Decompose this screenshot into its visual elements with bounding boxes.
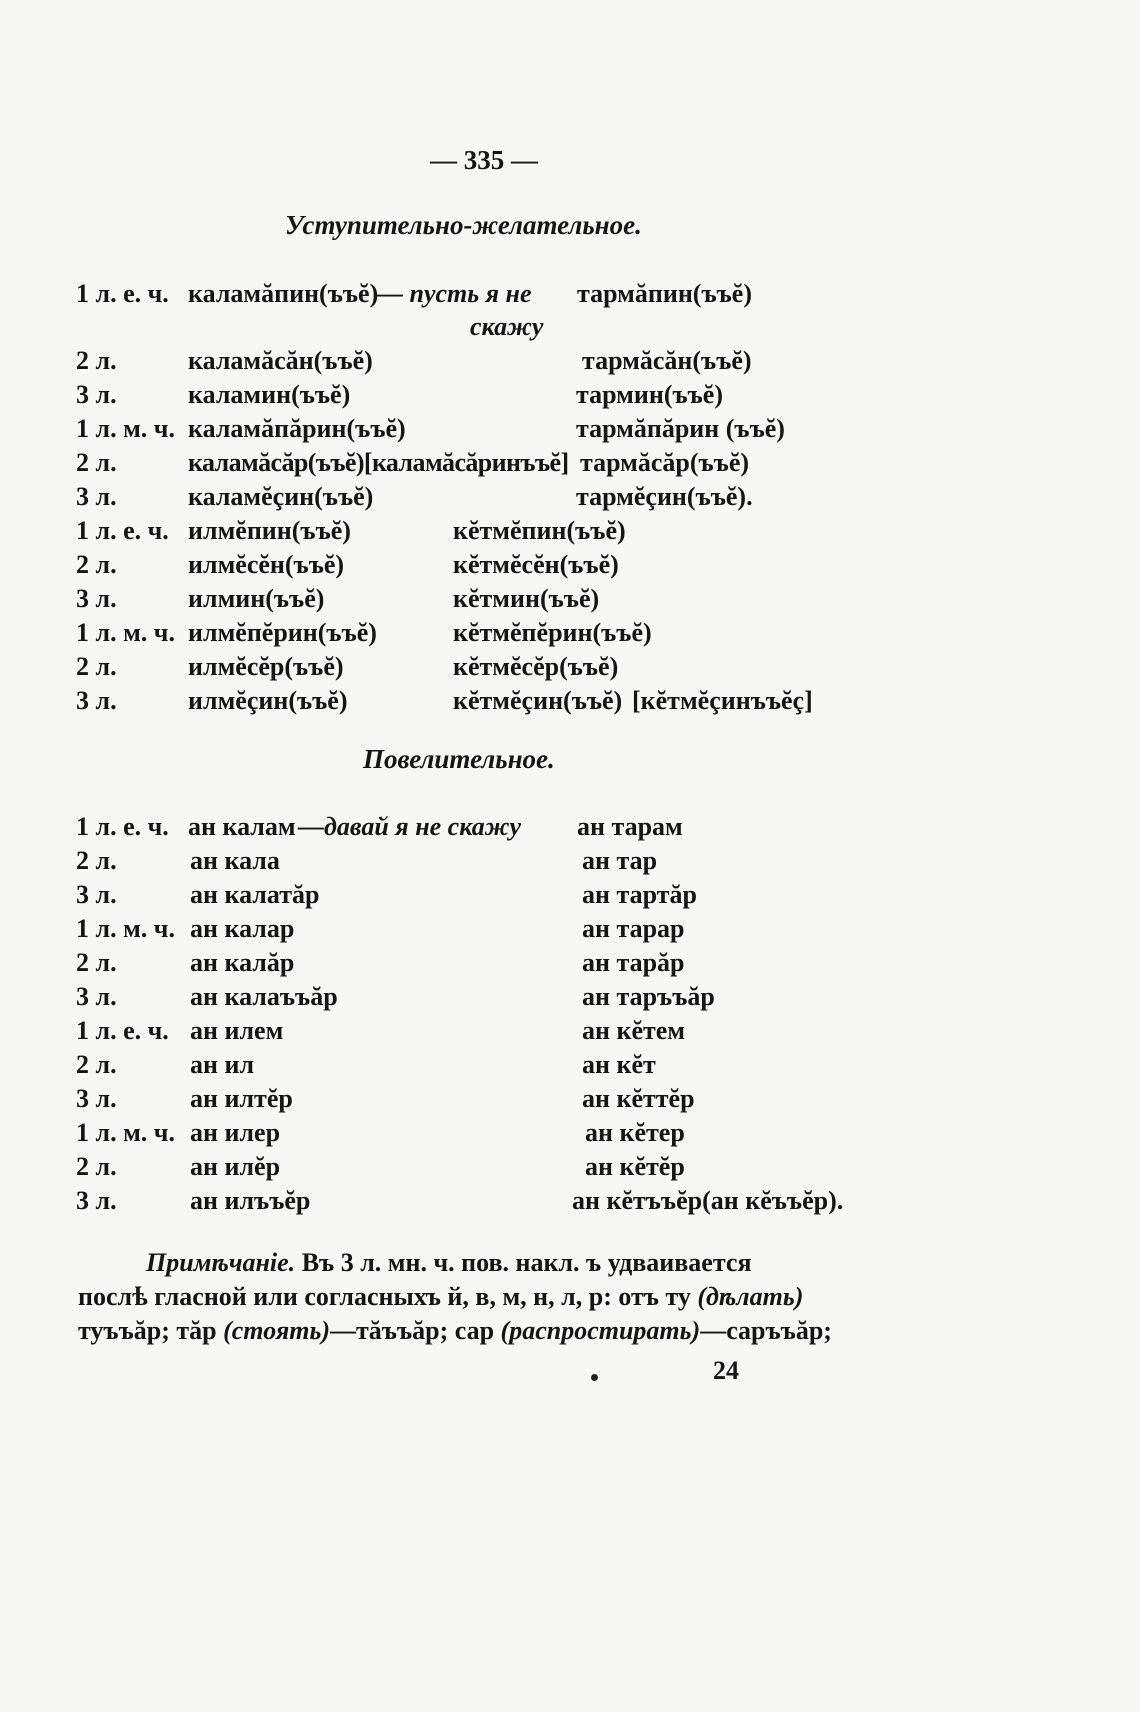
row-label: 1 л. м. ч. [76, 914, 175, 943]
form-ket: кĕтмĕсĕр(ъъĕ) [453, 652, 619, 681]
form-tar: ан тарăр [582, 948, 685, 977]
row-label: 3 л. [76, 982, 117, 1011]
row-label: 1 л. е. ч. [76, 1016, 169, 1045]
form-il: илмĕсĕн(ъъĕ) [188, 550, 345, 579]
note-text-2: послѣ гласной или согласныхъ й, в, м, н, л, р: отъ ту [78, 1282, 691, 1311]
form-il: илмĕсĕр(ъъĕ) [188, 652, 344, 681]
gloss-line-1: — пусть я не [377, 279, 532, 308]
row-label: 2 л. [76, 448, 117, 477]
row-label: 1 л. м. ч. [76, 414, 175, 443]
note-gloss-do: (дѣлать) [697, 1282, 804, 1311]
form-kala: ан калатăр [190, 880, 320, 909]
form-ket: ан кĕтъъĕр(ан кĕъъĕр). [572, 1186, 844, 1215]
form-il: ан илер [190, 1118, 281, 1147]
form-kala: каламăсăн(ъъĕ) [188, 346, 373, 375]
row-label: 2 л. [76, 948, 117, 977]
form-il: ан илъъĕр [190, 1186, 311, 1215]
form-kala: каламĕçин(ъъĕ) [188, 482, 374, 511]
form-kala: каламин(ъъĕ) [188, 380, 351, 409]
form-tar: ан тарам [577, 812, 683, 841]
row-label: 3 л. [76, 880, 117, 909]
form-il: илмĕçин(ъъĕ) [188, 686, 348, 715]
form-il: ан илем [190, 1016, 284, 1045]
form-ket-variant: [кĕтмĕçинъъĕç] [632, 686, 813, 715]
form-tar: ан тар [582, 846, 658, 875]
form-il: илмĕпин(ъъĕ) [188, 516, 351, 545]
form-ket: ан кĕттĕр [582, 1084, 695, 1113]
signature-number: 24 [713, 1356, 739, 1385]
row-label: 1 л. е. ч. [76, 516, 169, 545]
form-ket: ан кĕтĕр [585, 1152, 685, 1181]
row-label: 2 л. [76, 550, 117, 579]
row-label: 1 л. м. ч. [76, 1118, 175, 1147]
row-label: 1 л. м. ч. [76, 618, 175, 647]
form-tar: тармăпин(ъъĕ) [577, 279, 752, 308]
page-number: — 335 — [430, 145, 538, 175]
form-tar: тармăсăн(ъъĕ) [582, 346, 752, 375]
note-gloss-stand: (стоять) [223, 1316, 331, 1345]
form-tar: ан тарар [582, 914, 685, 943]
form-kala: каламăпăрин(ъъĕ) [188, 414, 406, 443]
form-tar: ан таръъăр [582, 982, 715, 1011]
form-il: ан ил [190, 1050, 255, 1079]
form-kala: ан калаъъăр [190, 982, 338, 1011]
row-label: 1 л. е. ч. [76, 279, 169, 308]
note-line-3 [78, 1318, 832, 1344]
note-line-2 [78, 1284, 803, 1310]
form-kala: ан калăр [190, 948, 295, 977]
gloss-line-2: скажу [470, 312, 544, 341]
form-ket: кĕтмин(ъъĕ) [453, 584, 600, 613]
form-kala: ан кала [190, 846, 280, 875]
form-kala: ан калам [188, 812, 296, 841]
form-tar: тармĕçин(ъъĕ). [576, 482, 753, 511]
note-text-3c: —саръъăр; [700, 1316, 832, 1345]
row-label: 3 л. [76, 482, 117, 511]
row-label: 2 л. [76, 1050, 117, 1079]
gloss: —давай я не скажу [298, 812, 522, 841]
section-heading-concessive: Уступительно-желательное. [285, 210, 642, 240]
form-ket: ан кĕтер [585, 1118, 685, 1147]
print-mark [591, 1374, 598, 1381]
form-ket: ан кĕтем [582, 1016, 686, 1045]
form-ket: кĕтмĕпĕрин(ъъĕ) [453, 618, 652, 647]
note-line-1 [146, 1250, 752, 1276]
row-label: 2 л. [76, 1152, 117, 1181]
note-label: Примѣчанiе. [146, 1248, 296, 1277]
row-label: 3 л. [76, 1084, 117, 1113]
form-il: илмин(ъъĕ) [188, 584, 325, 613]
form-ket: кĕтмĕпин(ъъĕ) [453, 516, 626, 545]
note-gloss-spread: (распростирать) [500, 1316, 701, 1345]
form-tar: тармăсăр(ъъĕ) [580, 448, 750, 477]
form-tar: тармăпăрин (ъъĕ) [576, 414, 785, 443]
section-heading-imperative: Повелительное. [363, 744, 555, 774]
form-il: ан илтĕр [190, 1084, 293, 1113]
form-ket: кĕтмĕçин(ъъĕ) [453, 686, 623, 715]
row-label: 2 л. [76, 846, 117, 875]
form-ket: кĕтмĕсĕн(ъъĕ) [453, 550, 619, 579]
row-label: 3 л. [76, 380, 117, 409]
form-kala: каламăпин(ъъĕ) [188, 279, 379, 308]
note-text-3a: туъъăр; тăр [78, 1316, 217, 1345]
row-label: 3 л. [76, 1186, 117, 1215]
form-il: ан илĕр [190, 1152, 281, 1181]
row-label: 3 л. [76, 686, 117, 715]
row-label: 1 л. е. ч. [76, 812, 169, 841]
row-label: 2 л. [76, 652, 117, 681]
note-text-3b: —тăъъăр; сар [330, 1316, 495, 1345]
form-tar: тармин(ъъĕ) [576, 380, 723, 409]
form-kala: ан калар [190, 914, 295, 943]
form-kala: каламăсăр(ъъĕ)[каламăсăринъъĕ] [188, 448, 569, 477]
form-tar: ан тартăр [582, 880, 697, 909]
form-il: илмĕпĕрин(ъъĕ) [188, 618, 377, 647]
row-label: 3 л. [76, 584, 117, 613]
note-text-1: Въ 3 л. мн. ч. пов. накл. ъ удваивается [301, 1248, 752, 1277]
row-label: 2 л. [76, 346, 117, 375]
form-ket: ан кĕт [582, 1050, 656, 1079]
